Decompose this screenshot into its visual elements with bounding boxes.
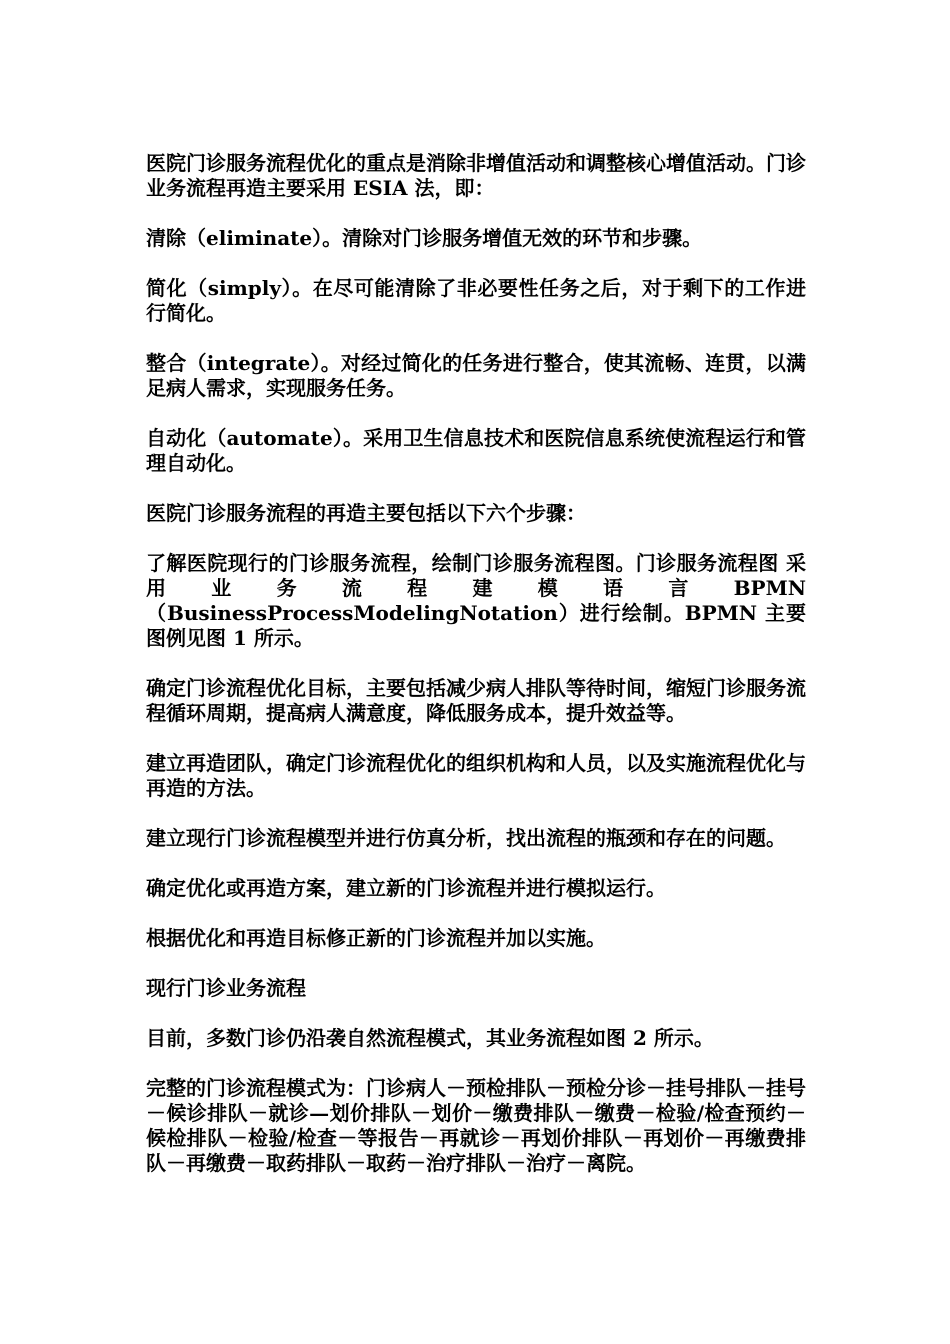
paragraph-step-3: 建立再造团队，确定门诊流程优化的组织机构和人员，以及实施流程优化与再造的方法。 xyxy=(146,751,806,800)
paragraph-eliminate: 清除（eliminate）。清除对门诊服务增值无效的环节和步骤。 xyxy=(146,226,703,250)
paragraph-step-1: 了解医院现行的门诊服务流程，绘制门诊服务流程图。门诊服务流程图 采 用 业 务 流 程 建 模 语 言 BPMN（BusinessProcessModelingNotation）进行绘制。BPMN 主要图例见图 1 所示。 xyxy=(146,551,806,650)
paragraph-step-5: 确定优化或再造方案，建立新的门诊流程并进行模拟运行。 xyxy=(146,876,666,900)
document-body xyxy=(146,151,806,1201)
paragraph-esia-intro: 医院门诊服务流程优化的重点是消除非增值活动和调整核心增值活动。门诊业务流程再造主要采用 ESIA 法，即： xyxy=(146,151,806,200)
paragraph-automate: 自动化（automate）。采用卫生信息技术和医院信息系统使流程运行和管理自动化。 xyxy=(146,426,806,475)
paragraph-step-6: 根据优化和再造目标修正新的门诊流程并加以实施。 xyxy=(146,926,606,950)
paragraph-step-2: 确定门诊流程优化目标，主要包括减少病人排队等待时间，缩短门诊服务流程循环周期，提高病人满意度，降低服务成本，提升效益等。 xyxy=(146,676,806,725)
paragraph-six-steps-intro: 医院门诊服务流程的再造主要包括以下六个步骤： xyxy=(146,501,586,525)
paragraph-simplify: 简化（simply）。在尽可能清除了非必要性任务之后，对于剩下的工作进行简化。 xyxy=(146,276,806,325)
paragraph-integrate: 整合（integrate）。对经过简化的任务进行整合，使其流畅、连贯，以满足病人需求，实现服务任务。 xyxy=(146,351,806,400)
paragraph-full-flow: 完整的门诊流程模式为：门诊病人－预检排队－预检分诊－挂号排队－挂号－候诊排队－就诊—划价排队－划价－缴费排队－缴费－检验/检查预约－候检排队－检验/检查－等报告－再就诊－再划价排队－再划价－再缴费排队－再缴费－取药排队－取药－治疗排队－治疗－离院。 xyxy=(146,1076,806,1175)
paragraph-step-4: 建立现行门诊流程模型并进行仿真分析，找出流程的瓶颈和存在的问题。 xyxy=(146,826,786,850)
section-heading: 现行门诊业务流程 xyxy=(146,976,306,1000)
paragraph-current-mode: 目前，多数门诊仍沿袭自然流程模式，其业务流程如图 2 所示。 xyxy=(146,1026,714,1050)
